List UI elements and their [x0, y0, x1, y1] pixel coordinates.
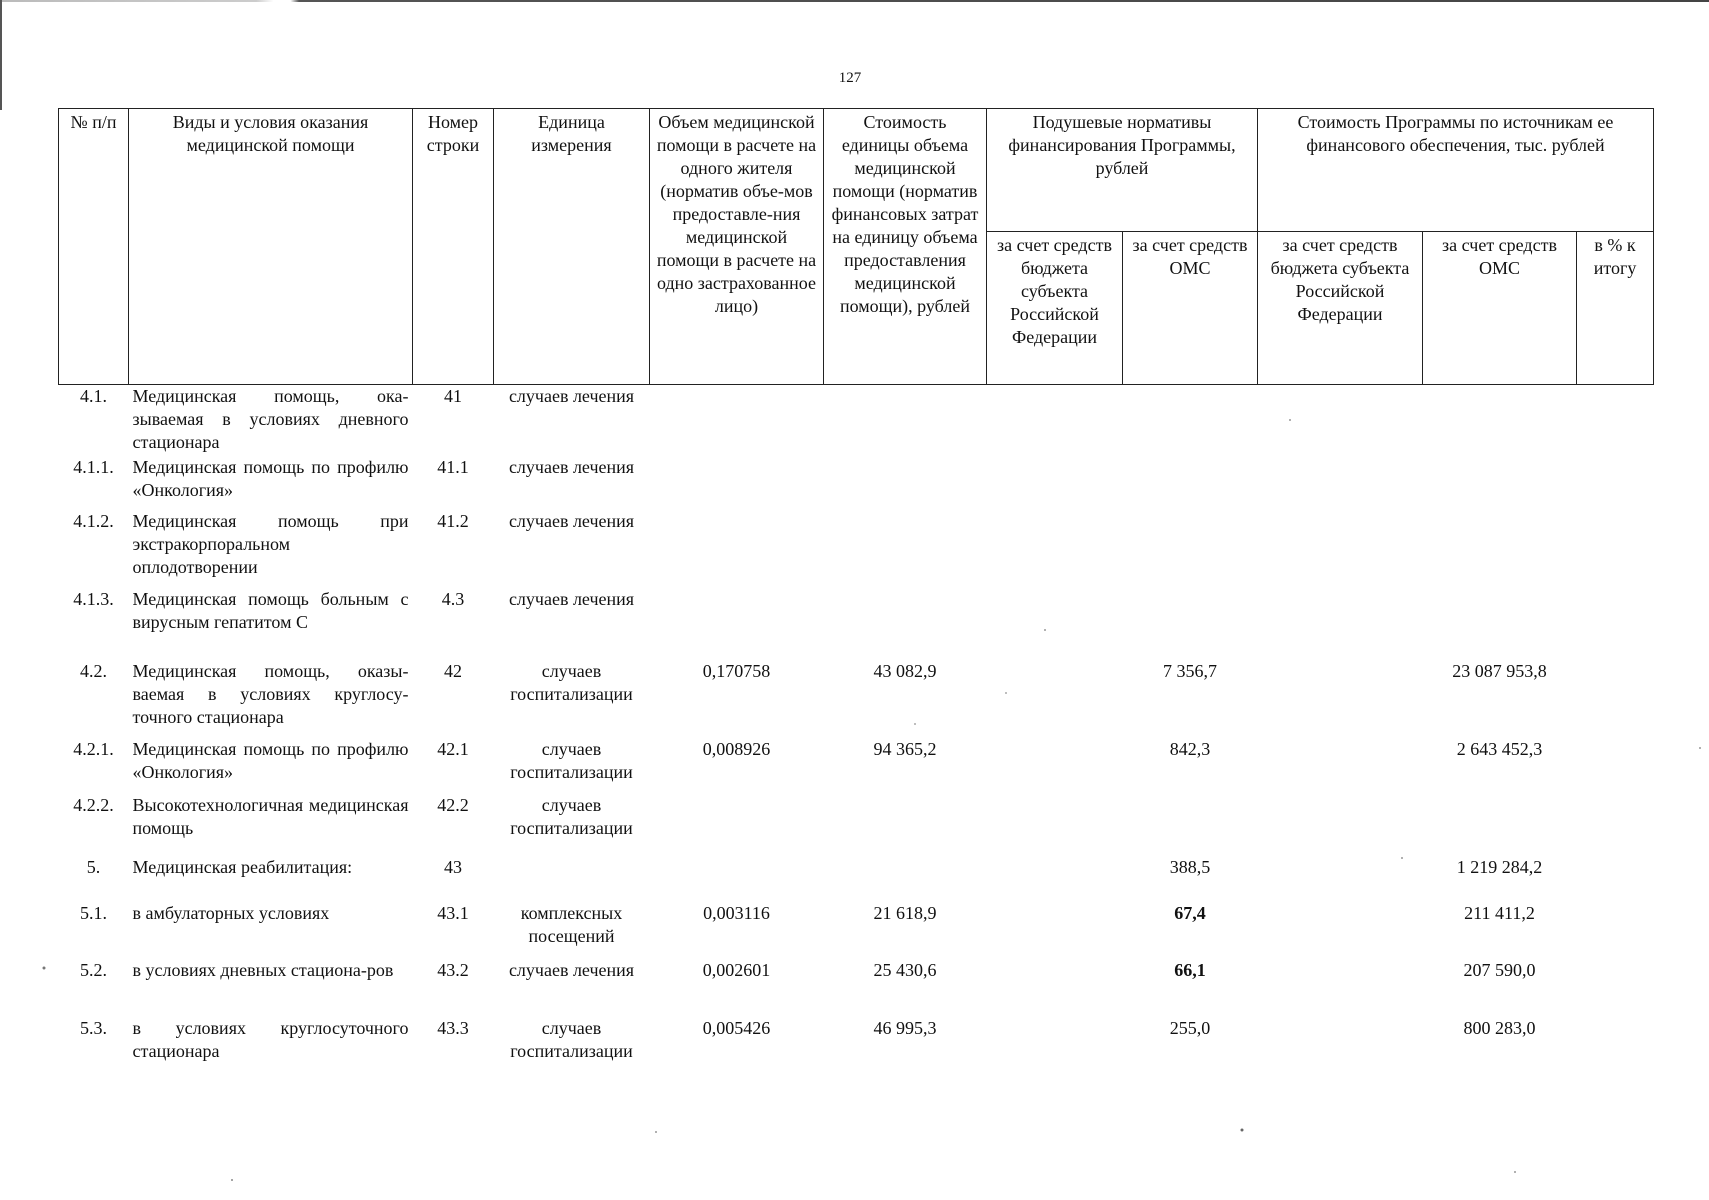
- row-per-capita-oms: 388,5: [1169, 856, 1211, 877]
- row-name: Медицинская помощь больным с вирусным гепатитом С: [132, 588, 409, 632]
- row-unit: случаев лечения: [508, 456, 635, 477]
- row-name: в условиях круглосуточного стационара: [132, 1017, 409, 1061]
- row-code: 41: [444, 386, 462, 406]
- row-percent: [1577, 959, 1654, 1017]
- row-program-budget: [1258, 959, 1423, 1017]
- table-row: [59, 1017, 1654, 1075]
- row-volume: 0,003116: [703, 902, 770, 923]
- row-program-oms: [1423, 385, 1577, 456]
- row-code: 4.3: [441, 588, 465, 609]
- table-row: [59, 588, 1654, 660]
- row-per-capita-budget: [987, 510, 1123, 588]
- row-unit: случаев госпитализации: [510, 794, 633, 838]
- header-per-capita-budget: за счет средств бюджета субъекта Российской Федерации: [987, 232, 1123, 385]
- row-unit: случаев госпитализации: [510, 738, 633, 782]
- row-volume: [650, 456, 824, 510]
- row-program-oms: 800 283,0: [1463, 1017, 1536, 1038]
- header-volume: Объем медицинской помощи в расчете на одного жителя (норматив объе-мов предоставле-ния медицинской помощи в расчете на одно застрахованное лицо): [650, 109, 824, 385]
- row-per-capita-budget: [987, 660, 1123, 738]
- row-program-oms: 211 411,2: [1464, 902, 1535, 923]
- row-program-oms: 1 219 284,2: [1456, 856, 1543, 877]
- row-cost: 46 995,3: [873, 1017, 937, 1038]
- row-volume: 0,005426: [702, 1017, 771, 1038]
- row-program-oms: [1423, 794, 1577, 856]
- row-program-oms: 2 643 452,3: [1456, 738, 1543, 759]
- row-cost: 94 365,2: [873, 738, 937, 759]
- row-per-capita-oms: [1123, 456, 1258, 510]
- row-number: 4.2.: [80, 660, 107, 681]
- row-code: 41.2: [437, 510, 469, 531]
- header-row-code: Номер строки: [413, 109, 494, 385]
- row-name: Медицинская помощь по профилю «Онкология»: [132, 738, 409, 782]
- table-row: [59, 456, 1654, 510]
- row-number: 4.1.: [80, 386, 107, 406]
- row-program-budget: [1258, 660, 1423, 738]
- header-per-capita-oms: за счет средств ОМС: [1123, 232, 1258, 385]
- row-volume: 0,008926: [702, 738, 771, 759]
- row-per-capita-oms: 255,0: [1169, 1017, 1211, 1038]
- row-per-capita-budget: [987, 456, 1123, 510]
- row-cost: 21 618,9: [873, 902, 937, 923]
- row-cost: [824, 385, 987, 456]
- row-number: 4.1.3.: [73, 588, 114, 609]
- row-code: 42: [444, 660, 462, 681]
- row-per-capita-oms: [1123, 385, 1258, 456]
- row-number: 4.1.2.: [73, 510, 114, 531]
- row-percent: [1577, 660, 1654, 738]
- row-program-budget: [1258, 1017, 1423, 1075]
- row-name: Медицинская помощь по профилю «Онкология»: [132, 456, 409, 500]
- row-number: 5.1.: [80, 902, 107, 923]
- row-number: 5.: [86, 856, 101, 877]
- row-percent: [1577, 902, 1654, 959]
- row-percent: [1577, 456, 1654, 510]
- header-name: Виды и условия оказания медицинской помощи: [129, 109, 413, 385]
- row-percent: [1577, 385, 1654, 456]
- financing-table: [58, 108, 1654, 1075]
- row-per-capita-budget: [987, 794, 1123, 856]
- row-per-capita-oms: [1123, 588, 1258, 660]
- row-code: 43.2: [437, 959, 469, 980]
- row-code: 41.1: [437, 456, 469, 477]
- row-volume: [650, 794, 824, 856]
- row-per-capita-budget: [987, 385, 1123, 456]
- row-per-capita-oms: 66,1: [1174, 959, 1206, 980]
- row-unit: случаев госпитализации: [510, 1017, 633, 1061]
- row-program-oms: [1423, 588, 1577, 660]
- row-unit: комплексных посещений: [520, 902, 623, 946]
- table-row: [59, 902, 1654, 959]
- row-percent: [1577, 588, 1654, 660]
- row-per-capita-oms: [1123, 510, 1258, 588]
- row-percent: [1577, 856, 1654, 902]
- row-cost: [824, 588, 987, 660]
- scan-top-edge: [0, 0, 1709, 2]
- row-name: в условиях дневных стациона-ров: [132, 959, 394, 980]
- row-unit: случаев лечения: [508, 959, 635, 980]
- row-program-oms: 23 087 953,8: [1452, 660, 1547, 681]
- row-number: 5.2.: [80, 959, 107, 980]
- row-program-oms: [1423, 510, 1577, 588]
- row-name: Медицинская помощь при экстракорпоральном оплодотворении: [132, 510, 409, 577]
- row-program-oms: 207 590,0: [1463, 959, 1536, 980]
- row-name: Медицинская реабилитация:: [132, 856, 353, 877]
- row-name: Медицинская помощь, ока-зываемая в условиях дневного стационара: [132, 386, 409, 452]
- table-row: [59, 660, 1654, 738]
- row-percent: [1577, 738, 1654, 794]
- table-row: [59, 856, 1654, 902]
- row-volume: [650, 385, 824, 456]
- table-row: [59, 510, 1654, 588]
- row-per-capita-oms: 67,4: [1174, 902, 1206, 923]
- row-per-capita-budget: [987, 902, 1123, 959]
- table-row: [59, 794, 1654, 856]
- header-unit: Единица измерения: [494, 109, 650, 385]
- row-unit: случаев лечения: [508, 510, 635, 531]
- row-percent: [1577, 794, 1654, 856]
- row-number: 4.2.2.: [73, 794, 114, 815]
- row-number: 4.2.1.: [73, 738, 114, 759]
- header-row-1: [59, 109, 1654, 232]
- row-per-capita-oms: 7 356,7: [1163, 660, 1217, 681]
- row-code: 42.1: [437, 738, 469, 759]
- row-volume: 0,002601: [702, 959, 771, 980]
- header-cost: Стоимость единицы объема медицинской помощи (норматив финансовых затрат на единицу объема предоставления медицинской помощи), рублей: [824, 109, 987, 385]
- row-name: в амбулаторных условиях: [132, 902, 330, 923]
- row-unit: случаев лечения: [508, 588, 635, 609]
- row-cost: 43 082,9: [873, 660, 937, 681]
- row-per-capita-budget: [987, 738, 1123, 794]
- row-program-budget: [1258, 902, 1423, 959]
- row-number: 5.3.: [80, 1017, 107, 1038]
- row-program-budget: [1258, 456, 1423, 510]
- row-cost: [824, 856, 987, 902]
- row-per-capita-budget: [987, 856, 1123, 902]
- row-per-capita-budget: [987, 588, 1123, 660]
- row-percent: [1577, 510, 1654, 588]
- row-per-capita-oms: 842,3: [1169, 738, 1211, 759]
- row-program-budget: [1258, 856, 1423, 902]
- row-per-capita-budget: [987, 1017, 1123, 1075]
- row-volume: [650, 856, 824, 902]
- row-volume: [650, 510, 824, 588]
- row-code: 43: [444, 856, 462, 877]
- scan-left-edge: [0, 0, 2, 110]
- row-unit: случаев лечения: [508, 386, 635, 406]
- row-code: 43.1: [437, 902, 469, 923]
- row-percent: [1577, 1017, 1654, 1075]
- header-program-oms: за счет средств ОМС: [1423, 232, 1577, 385]
- row-program-budget: [1258, 738, 1423, 794]
- header-program-cost-group: Стоимость Программы по источникам ее финансового обеспечения, тыс. рублей: [1258, 109, 1654, 232]
- table-row: [59, 738, 1654, 794]
- table-row: [59, 385, 1654, 456]
- row-program-budget: [1258, 588, 1423, 660]
- header-num: № п/п: [59, 109, 129, 385]
- row-program-budget: [1258, 385, 1423, 456]
- row-per-capita-oms: [1123, 794, 1258, 856]
- row-name: Медицинская помощь, оказы-ваемая в условиях круглосу-точного стационара: [132, 660, 409, 727]
- row-volume: 0,170758: [702, 660, 771, 681]
- row-program-budget: [1258, 794, 1423, 856]
- header-per-capita-group: Подушевые нормативы финансирования Программы, рублей: [987, 109, 1258, 232]
- table-row: [59, 959, 1654, 1017]
- row-volume: [650, 588, 824, 660]
- row-unit: случаев госпитализации: [510, 660, 633, 704]
- row-unit: [494, 856, 650, 902]
- row-code: 43.3: [437, 1017, 469, 1038]
- row-cost: 25 430,6: [873, 959, 937, 980]
- row-program-budget: [1258, 510, 1423, 588]
- row-cost: [824, 456, 987, 510]
- row-cost: [824, 510, 987, 588]
- row-code: 42.2: [437, 794, 469, 815]
- row-number: 4.1.1.: [73, 456, 114, 477]
- row-program-oms: [1423, 456, 1577, 510]
- header-program-percent: в % к итогу: [1577, 232, 1654, 385]
- row-cost: [824, 794, 987, 856]
- row-per-capita-budget: [987, 959, 1123, 1017]
- page-number: 127: [838, 70, 862, 86]
- header-program-budget: за счет средств бюджета субъекта Российской Федерации: [1258, 232, 1423, 385]
- row-name: Высокотехнологичная медицинская помощь: [132, 794, 409, 838]
